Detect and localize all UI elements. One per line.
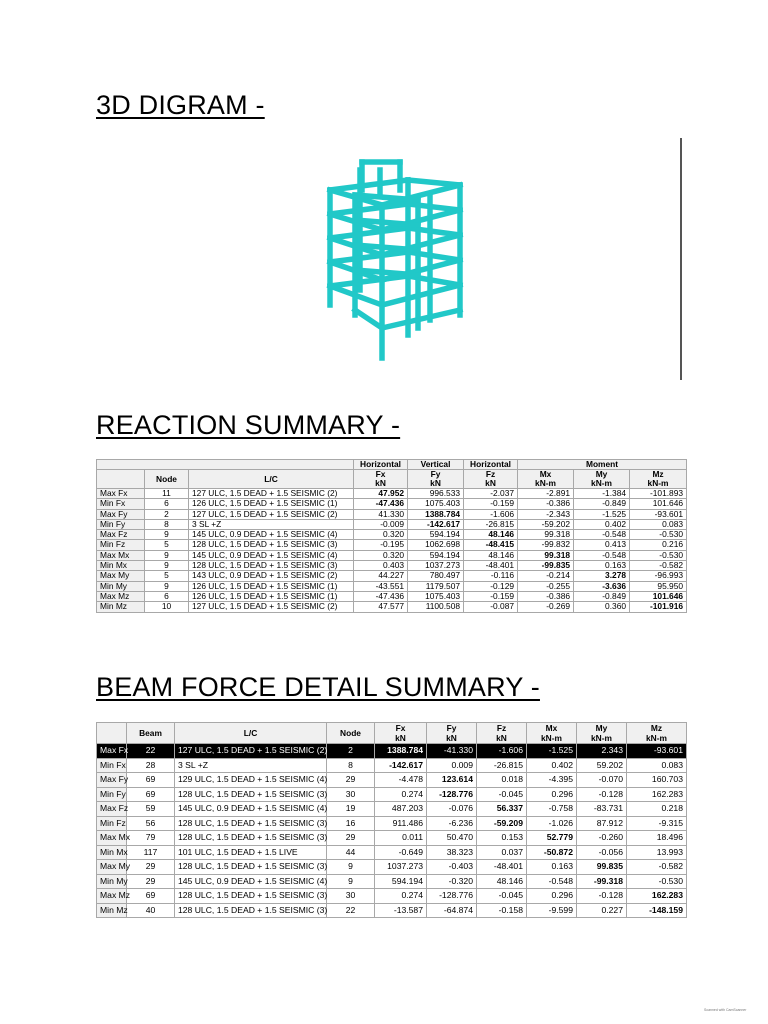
table-cell: 0.413 [574, 540, 630, 550]
table-cell: -0.158 [477, 903, 527, 918]
table-cell: 0.083 [627, 758, 687, 773]
table-cell: 126 ULC, 1.5 DEAD + 1.5 SEISMIC (1) [189, 591, 354, 601]
table-cell: 594.194 [408, 530, 464, 540]
table-cell: Min Fz [97, 816, 127, 831]
table-cell: -93.601 [630, 509, 687, 519]
table-cell: 99.318 [518, 530, 574, 540]
table-cell: 1075.403 [408, 591, 464, 601]
table-cell: 69 [127, 787, 175, 802]
table-cell: -0.758 [527, 802, 577, 817]
table-cell: -93.601 [627, 744, 687, 759]
table-cell: -0.530 [630, 530, 687, 540]
table-cell: 0.320 [354, 550, 408, 560]
column-header: Fy kN [408, 470, 464, 489]
table-cell: 0.274 [375, 889, 427, 904]
table-cell: 18.496 [627, 831, 687, 846]
reaction-heading: REACTION SUMMARY - [96, 410, 401, 440]
table-cell: -101.916 [630, 602, 687, 612]
table-row [97, 787, 687, 802]
table-cell: Min Fx [97, 758, 127, 773]
table-cell: 52.779 [527, 831, 577, 846]
table-cell: Max Fx [97, 744, 127, 759]
table-cell: 48.146 [477, 874, 527, 889]
table-cell: 29 [327, 773, 375, 788]
table-cell: -0.530 [627, 874, 687, 889]
table-cell: -43.551 [354, 581, 408, 591]
table-cell: -2.891 [518, 489, 574, 499]
table-cell: -26.815 [477, 758, 527, 773]
table-cell: 117 [127, 845, 175, 860]
column-header [97, 723, 127, 744]
table-row [97, 509, 687, 519]
table-cell: 69 [127, 889, 175, 904]
table-cell: 126 ULC, 1.5 DEAD + 1.5 SEISMIC (1) [189, 581, 354, 591]
table-cell: 2 [327, 744, 375, 759]
table-cell: 47.952 [354, 489, 408, 499]
table-cell: 0.227 [577, 903, 627, 918]
table-cell: 594.194 [375, 874, 427, 889]
table-cell: -48.401 [464, 561, 518, 571]
table-cell: 8 [327, 758, 375, 773]
table-cell: 29 [327, 831, 375, 846]
table-cell: 128 ULC, 1.5 DEAD + 1.5 SEISMIC (3) [175, 889, 327, 904]
table-cell: Max Fy [97, 509, 145, 519]
table-row [97, 540, 687, 550]
table-cell: -0.849 [574, 499, 630, 509]
table-cell: 6 [145, 591, 189, 601]
table-cell: 145 ULC, 0.9 DEAD + 1.5 SEISMIC (4) [189, 550, 354, 560]
table-row [97, 874, 687, 889]
table-cell: 87.912 [577, 816, 627, 831]
table-cell: 0.011 [375, 831, 427, 846]
table-cell: Max Fz [97, 530, 145, 540]
table-cell: -9.599 [527, 903, 577, 918]
table-cell: 0.296 [527, 889, 577, 904]
3d-frame-diagram [300, 150, 480, 365]
table-cell: -0.129 [464, 581, 518, 591]
table-row [97, 581, 687, 591]
table-cell: 128 ULC, 1.5 DEAD + 1.5 SEISMIC (3) [175, 903, 327, 918]
table-row [97, 561, 687, 571]
column-header: Node [145, 470, 189, 489]
table-cell: 128 ULC, 1.5 DEAD + 1.5 SEISMIC (3) [175, 816, 327, 831]
table-row [97, 602, 687, 612]
table-cell: 101.646 [630, 591, 687, 601]
table-cell: 0.216 [630, 540, 687, 550]
table-cell: -0.269 [518, 602, 574, 612]
table-cell: 9 [145, 561, 189, 571]
table-cell: 95.950 [630, 581, 687, 591]
table-cell: 128 ULC, 1.5 DEAD + 1.5 SEISMIC (3) [175, 831, 327, 846]
table-cell: 143 ULC, 0.9 DEAD + 1.5 SEISMIC (2) [189, 571, 354, 581]
table-row [97, 831, 687, 846]
table-cell: Min Mx [97, 845, 127, 860]
table-cell: 28 [127, 758, 175, 773]
table-cell: -148.159 [627, 903, 687, 918]
table-cell: 0.360 [574, 602, 630, 612]
column-header: Fx kN [375, 723, 427, 744]
table-cell: -4.395 [527, 773, 577, 788]
table-cell: 911.486 [375, 816, 427, 831]
table-cell: 127 ULC, 1.5 DEAD + 1.5 SEISMIC (2) [189, 489, 354, 499]
table-cell: 0.163 [527, 860, 577, 875]
table-cell: 79 [127, 831, 175, 846]
reaction-summary-table [96, 459, 687, 613]
table-cell: -50.872 [527, 845, 577, 860]
table-cell: Max Fx [97, 489, 145, 499]
table-cell: 19 [327, 802, 375, 817]
table-cell: 48.146 [464, 550, 518, 560]
table-cell: 1179.507 [408, 581, 464, 591]
table-cell: -48.415 [464, 540, 518, 550]
group-header: Vertical [408, 460, 464, 470]
column-header: Mz kN-m [627, 723, 687, 744]
table-cell: 29 [127, 860, 175, 875]
column-header [97, 470, 145, 489]
table-cell: 56.337 [477, 802, 527, 817]
table-cell: 129 ULC, 1.5 DEAD + 1.5 SEISMIC (4) [175, 773, 327, 788]
column-header: Mx kN-m [518, 470, 574, 489]
table-cell: Max My [97, 571, 145, 581]
table-cell: -0.548 [574, 530, 630, 540]
table-cell: 5 [145, 540, 189, 550]
table-cell: -128.776 [427, 787, 477, 802]
table-cell: Min Mz [97, 602, 145, 612]
table-cell: 22 [327, 903, 375, 918]
table-cell: -47.436 [354, 591, 408, 601]
table-row [97, 591, 687, 601]
table-cell: -1.026 [527, 816, 577, 831]
table-cell: -0.087 [464, 602, 518, 612]
table-cell: 59.202 [577, 758, 627, 773]
column-header: My kN-m [574, 470, 630, 489]
scanner-note: Scanned with CamScanner [704, 1008, 747, 1012]
table-cell: -47.436 [354, 499, 408, 509]
table-cell: Max Mz [97, 591, 145, 601]
table-cell: -1.606 [477, 744, 527, 759]
beam-force-table [96, 722, 687, 918]
group-header: Horizontal [354, 460, 408, 470]
table-cell: 145 ULC, 0.9 DEAD + 1.5 SEISMIC (4) [189, 530, 354, 540]
table-cell: Min Fy [97, 519, 145, 529]
table-cell: 40 [127, 903, 175, 918]
table-cell: Min Fy [97, 787, 127, 802]
table-cell: -0.386 [518, 499, 574, 509]
group-header: Moment [518, 460, 687, 470]
reaction-group-header-row [97, 460, 687, 470]
table-cell: -9.315 [627, 816, 687, 831]
table-cell: 2.343 [577, 744, 627, 759]
table-cell: -0.070 [577, 773, 627, 788]
table-cell: 9 [145, 581, 189, 591]
table-cell: -128.776 [427, 889, 477, 904]
table-cell: -0.530 [630, 550, 687, 560]
table-row [97, 571, 687, 581]
column-header: Beam [127, 723, 175, 744]
table-cell: -26.815 [464, 519, 518, 529]
table-cell: -0.403 [427, 860, 477, 875]
table-cell: 1062.698 [408, 540, 464, 550]
table-cell: 29 [127, 874, 175, 889]
table-row [97, 816, 687, 831]
table-row [97, 499, 687, 509]
table-cell: 44 [327, 845, 375, 860]
table-cell: -0.056 [577, 845, 627, 860]
table-cell: -0.195 [354, 540, 408, 550]
table-cell: 0.402 [574, 519, 630, 529]
table-cell: 127 ULC, 1.5 DEAD + 1.5 SEISMIC (2) [175, 744, 327, 759]
table-cell: 0.296 [527, 787, 577, 802]
table-cell: 127 ULC, 1.5 DEAD + 1.5 SEISMIC (2) [189, 602, 354, 612]
table-cell: 16 [327, 816, 375, 831]
table-cell: -83.731 [577, 802, 627, 817]
table-cell: -0.009 [354, 519, 408, 529]
table-cell: 128 ULC, 1.5 DEAD + 1.5 SEISMIC (3) [175, 860, 327, 875]
table-cell: 128 ULC, 1.5 DEAD + 1.5 SEISMIC (3) [175, 787, 327, 802]
table-cell: -0.076 [427, 802, 477, 817]
table-cell: 0.274 [375, 787, 427, 802]
table-row [97, 550, 687, 560]
table-cell: -3.636 [574, 581, 630, 591]
table-cell: -1.525 [527, 744, 577, 759]
table-cell: Max Mz [97, 889, 127, 904]
reaction-column-header-row [97, 470, 687, 489]
column-header: Node [327, 723, 375, 744]
table-cell: -99.318 [577, 874, 627, 889]
table-cell: -142.617 [375, 758, 427, 773]
table-cell: 127 ULC, 1.5 DEAD + 1.5 SEISMIC (2) [189, 509, 354, 519]
table-cell: 0.153 [477, 831, 527, 846]
table-cell: 1037.273 [408, 561, 464, 571]
table-cell: 1037.273 [375, 860, 427, 875]
table-cell: -142.617 [408, 519, 464, 529]
table-cell: 1075.403 [408, 499, 464, 509]
table-cell: -6.236 [427, 816, 477, 831]
table-cell: 3.278 [574, 571, 630, 581]
table-cell: 0.037 [477, 845, 527, 860]
column-header: L/C [189, 470, 354, 489]
table-cell: -4.478 [375, 773, 427, 788]
table-cell: 30 [327, 889, 375, 904]
table-row [97, 519, 687, 529]
column-header: Mx kN-m [527, 723, 577, 744]
table-cell: Max Mx [97, 831, 127, 846]
table-cell: -0.320 [427, 874, 477, 889]
table-cell: -1.606 [464, 509, 518, 519]
table-cell: 162.283 [627, 787, 687, 802]
table-cell: -99.832 [518, 540, 574, 550]
table-cell: -13.587 [375, 903, 427, 918]
table-cell: 160.703 [627, 773, 687, 788]
table-cell: 145 ULC, 0.9 DEAD + 1.5 SEISMIC (4) [175, 802, 327, 817]
table-cell: Max Mx [97, 550, 145, 560]
table-cell: 9 [145, 530, 189, 540]
table-cell: -2.037 [464, 489, 518, 499]
column-header: Fx kN [354, 470, 408, 489]
table-cell: 22 [127, 744, 175, 759]
table-cell: 3 SL +Z [189, 519, 354, 529]
table-cell: -0.128 [577, 787, 627, 802]
table-cell: 10 [145, 602, 189, 612]
table-cell: -101.893 [630, 489, 687, 499]
beam-column-header-row [97, 723, 687, 744]
table-cell: 5 [145, 571, 189, 581]
table-cell: Max Fz [97, 802, 127, 817]
table-cell: -96.993 [630, 571, 687, 581]
table-cell: 9 [145, 550, 189, 560]
table-row [97, 530, 687, 540]
table-cell: Min Mx [97, 561, 145, 571]
table-cell: -59.209 [477, 816, 527, 831]
table-row [97, 802, 687, 817]
table-cell: 48.146 [464, 530, 518, 540]
table-cell: 1388.784 [408, 509, 464, 519]
table-cell: -1.384 [574, 489, 630, 499]
table-cell: 13.993 [627, 845, 687, 860]
table-cell: -0.045 [477, 787, 527, 802]
table-cell: 30 [327, 787, 375, 802]
table-cell: 487.203 [375, 802, 427, 817]
table-cell: Min Fz [97, 540, 145, 550]
table-cell: 0.402 [527, 758, 577, 773]
group-header: Horizontal [464, 460, 518, 470]
table-row [97, 860, 687, 875]
table-cell: 101.646 [630, 499, 687, 509]
table-cell: -64.874 [427, 903, 477, 918]
table-cell: 0.403 [354, 561, 408, 571]
table-cell: -48.401 [477, 860, 527, 875]
table-cell: Max Fy [97, 773, 127, 788]
table-cell: -0.159 [464, 499, 518, 509]
vertical-divider-line [680, 138, 682, 380]
table-row [97, 758, 687, 773]
table-cell: 6 [145, 499, 189, 509]
table-cell: -0.128 [577, 889, 627, 904]
table-cell: 594.194 [408, 550, 464, 560]
diagram-heading: 3D DIGRAM - [96, 90, 265, 120]
table-cell: 8 [145, 519, 189, 529]
table-row [97, 773, 687, 788]
table-cell: 38.323 [427, 845, 477, 860]
table-cell: Min My [97, 874, 127, 889]
column-header: Fy kN [427, 723, 477, 744]
table-cell: -0.255 [518, 581, 574, 591]
table-row [97, 889, 687, 904]
table-cell: 99.835 [577, 860, 627, 875]
table-cell: Min Fx [97, 499, 145, 509]
table-cell: -99.835 [518, 561, 574, 571]
table-cell: 11 [145, 489, 189, 499]
column-header: Fz kN [477, 723, 527, 744]
table-cell: 101 ULC, 1.5 DEAD + 1.5 LIVE [175, 845, 327, 860]
table-cell: 1388.784 [375, 744, 427, 759]
beam-heading: BEAM FORCE DETAIL SUMMARY - [96, 672, 540, 702]
table-cell: 59 [127, 802, 175, 817]
table-cell: -0.116 [464, 571, 518, 581]
table-cell: -0.582 [630, 561, 687, 571]
table-cell: 145 ULC, 0.9 DEAD + 1.5 SEISMIC (4) [175, 874, 327, 889]
table-cell: 99.318 [518, 550, 574, 560]
table-row [97, 744, 687, 759]
table-cell: -2.343 [518, 509, 574, 519]
table-cell: -0.849 [574, 591, 630, 601]
table-cell: -0.260 [577, 831, 627, 846]
table-cell: -0.159 [464, 591, 518, 601]
table-cell: -41.330 [427, 744, 477, 759]
table-cell: 69 [127, 773, 175, 788]
table-cell: 9 [327, 860, 375, 875]
table-cell: 996.533 [408, 489, 464, 499]
table-cell: 41.330 [354, 509, 408, 519]
table-cell: -0.386 [518, 591, 574, 601]
table-cell: -59.202 [518, 519, 574, 529]
table-cell: 50.470 [427, 831, 477, 846]
table-cell: Min Mz [97, 903, 127, 918]
table-cell: 0.320 [354, 530, 408, 540]
table-row [97, 903, 687, 918]
table-cell: -0.649 [375, 845, 427, 860]
table-cell: 162.283 [627, 889, 687, 904]
table-row [97, 845, 687, 860]
table-cell: 9 [327, 874, 375, 889]
table-cell: 128 ULC, 1.5 DEAD + 1.5 SEISMIC (3) [189, 561, 354, 571]
table-cell: 0.163 [574, 561, 630, 571]
table-cell: 126 ULC, 1.5 DEAD + 1.5 SEISMIC (1) [189, 499, 354, 509]
table-cell: 47.577 [354, 602, 408, 612]
table-cell: 3 SL +Z [175, 758, 327, 773]
table-cell: 780.497 [408, 571, 464, 581]
table-cell: -0.582 [627, 860, 687, 875]
table-cell: 123.614 [427, 773, 477, 788]
table-cell: -1.525 [574, 509, 630, 519]
column-header: My kN-m [577, 723, 627, 744]
table-cell: 56 [127, 816, 175, 831]
table-cell: 0.218 [627, 802, 687, 817]
column-header: L/C [175, 723, 327, 744]
table-cell: 0.083 [630, 519, 687, 529]
table-cell: Max My [97, 860, 127, 875]
table-cell: Min My [97, 581, 145, 591]
table-cell: 2 [145, 509, 189, 519]
table-row [97, 489, 687, 499]
table-cell: 1100.508 [408, 602, 464, 612]
column-header: Fz kN [464, 470, 518, 489]
column-header: Mz kN-m [630, 470, 687, 489]
table-cell: -0.045 [477, 889, 527, 904]
table-cell: 128 ULC, 1.5 DEAD + 1.5 SEISMIC (3) [189, 540, 354, 550]
table-cell: 0.009 [427, 758, 477, 773]
table-cell: -0.214 [518, 571, 574, 581]
table-cell: -0.548 [574, 550, 630, 560]
table-cell: -0.548 [527, 874, 577, 889]
table-cell: 0.018 [477, 773, 527, 788]
table-cell: 44.227 [354, 571, 408, 581]
